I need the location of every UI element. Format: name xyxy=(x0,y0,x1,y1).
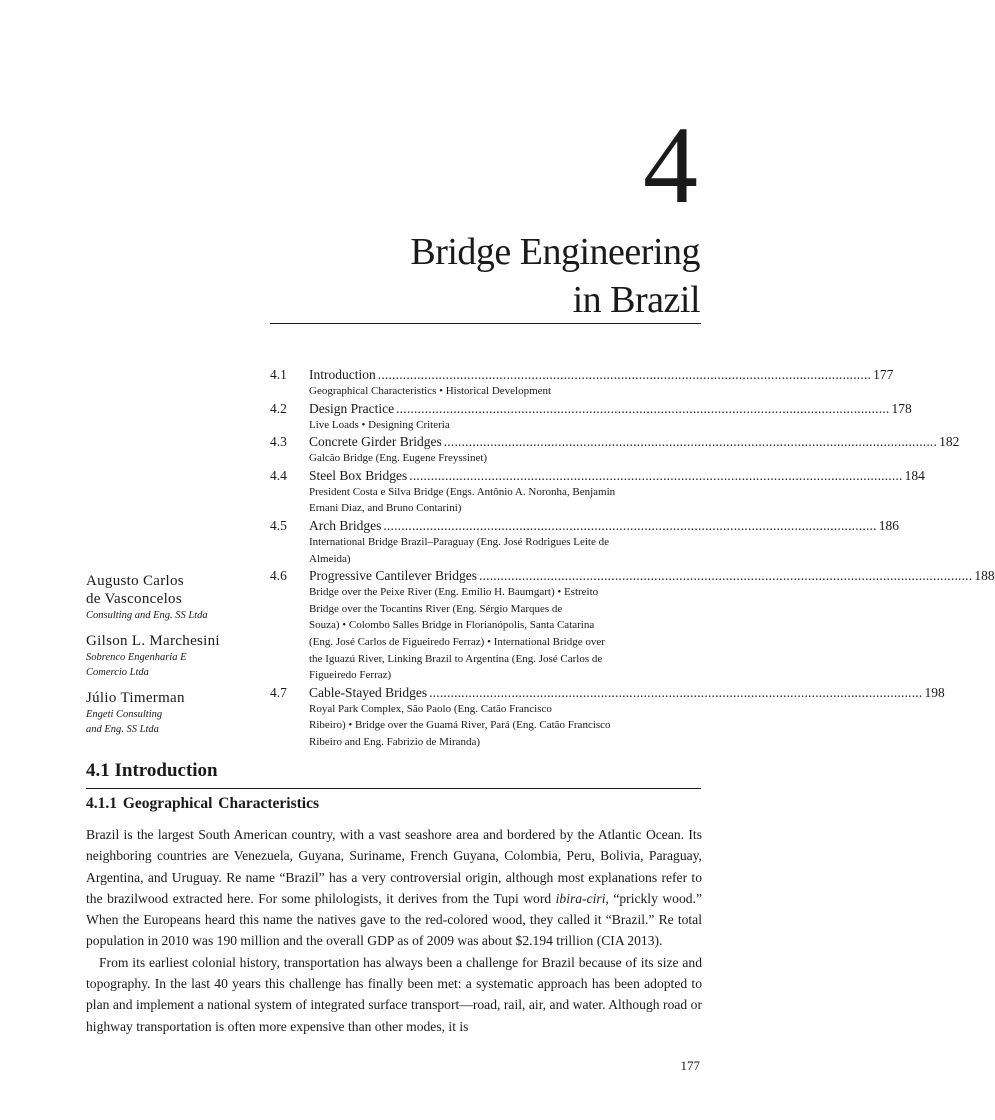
toc-page-number: 177 xyxy=(873,367,894,382)
toc-section-number: 4.6 xyxy=(270,568,287,584)
author-name: de Vasconcelos xyxy=(86,591,182,607)
page-number: 177 xyxy=(680,1058,700,1073)
author-name: Augusto Carlos xyxy=(86,573,184,589)
toc-page-number: 186 xyxy=(878,517,899,533)
author-affiliation: and Eng. SS Ltda xyxy=(86,724,159,735)
toc-dot-leader: .......................................................................................................................................... xyxy=(396,400,890,416)
toc-entry xyxy=(270,366,894,400)
toc-page-number: 178 xyxy=(891,400,912,416)
paragraph-text: , “prickly wood.” When the Europeans heard this name the natives gave to the red-colored wood, they called it “Brazil.” Re total population in 2010 was 190 million and the overall GDP as of 2009 was about $2.194 trillion (CIA 2013). xyxy=(86,890,702,949)
toc-section-title: Arch Bridges xyxy=(309,517,382,533)
italic-term: ibira-ciri xyxy=(555,890,606,906)
paragraph-text: Brazil is the largest South American country, with a vast seashore area and bordered by the Atlantic Ocean. Its neighboring countries are Venezuela, Guyana, Suriname, French Guyana, Colombia, Peru, Bolivia, Paraguay, Argentina, and Uruguay. Re name “Brazil” has a very controversial origin, although most explanations refer to the brazilwood extracted here. For some philologists, it derives from the Tupi word xyxy=(86,827,702,906)
chapter-title xyxy=(410,228,700,324)
toc-section-title: Concrete Girder Bridges xyxy=(309,434,442,450)
chapter-title-line: Bridge Engineering xyxy=(410,231,700,273)
toc-subtopics: Souza) • Colombo Salles Bridge in Florianópolis, Santa Catarina xyxy=(309,619,595,632)
toc-entry-heading xyxy=(270,517,899,534)
author-name: Júlio Timerman xyxy=(86,690,185,706)
author-affiliation: Engeti Consulting xyxy=(86,709,163,720)
toc-entry xyxy=(270,517,899,567)
toc-section-title: Introduction xyxy=(309,367,376,382)
toc-entry-heading xyxy=(270,567,995,584)
toc-subtopics: Bridge over the Tocantins River (Eng. Sérgio Marques de xyxy=(309,602,563,615)
author xyxy=(86,632,266,680)
toc-page-number: 184 xyxy=(904,467,925,483)
toc-section-title: Progressive Cantilever Bridges xyxy=(309,568,477,584)
chapter-title-line: in Brazil xyxy=(572,279,700,321)
toc-entry-heading xyxy=(270,400,912,417)
toc-entry-heading xyxy=(270,467,925,484)
toc-subtopics: Ribeiro) • Bridge over the Guamá River, Pará (Eng. Catão Francisco xyxy=(309,719,611,732)
toc-subtopics: International Bridge Brazil–Paraguay (Eng. José Rodrigues Leite de xyxy=(309,535,609,548)
toc-section-title: Steel Box Bridges xyxy=(309,467,408,483)
toc-page-number: 188 xyxy=(974,568,995,584)
toc-subtopics: the Iguazú River, Linking Brazil to Argentina (Eng. José Carlos de xyxy=(309,652,603,665)
toc-dot-leader: .......................................................................................................................................... xyxy=(478,568,973,584)
toc-section-title: Cable-Stayed Bridges xyxy=(309,684,428,700)
toc-section-number: 4.7 xyxy=(270,684,287,700)
toc-entry-heading xyxy=(270,433,960,450)
toc-dot-leader: .......................................................................................................................................... xyxy=(377,367,872,382)
section-heading: 4.1 Introduction xyxy=(86,760,218,781)
toc-section-number: 4.5 xyxy=(270,517,287,533)
body-text xyxy=(86,824,702,1037)
paragraph: From its earliest colonial history, transportation has always been a challenge for Brazil because of its size and topography. In the last 40 years this challenge has finally been met: a systematic approach has been adopted to plan and implement a national system of integrated surface transport—road, rail, air, and water. Although road or highway transportation is often more expensive than other modes, it is xyxy=(86,954,702,1034)
toc-entry xyxy=(270,467,925,517)
paragraph xyxy=(86,824,702,952)
toc-subtopics: Live Loads • Designing Criteria xyxy=(309,418,450,431)
title-divider xyxy=(270,323,701,324)
toc-entry-heading xyxy=(270,684,945,701)
toc-section-number: 4.3 xyxy=(270,434,287,450)
author xyxy=(86,572,266,623)
toc-page-number: 182 xyxy=(939,434,960,450)
subsection-heading: 4.1.1 Geographical Characteristics xyxy=(86,795,320,812)
author-name: Gilson L. Marchesini xyxy=(86,633,220,649)
toc-entry xyxy=(270,433,960,467)
author-affiliation: Sobrenco Engenharia E xyxy=(86,652,187,663)
toc-dot-leader: .......................................................................................................................................... xyxy=(409,467,903,483)
toc-subtopics: Royal Park Complex, São Paolo (Eng. Catão Francisco xyxy=(309,702,552,715)
toc-page-number: 198 xyxy=(924,684,945,700)
toc-subtopics: (Eng. José Carlos de Figueiredo Ferraz) • International Bridge over xyxy=(309,635,605,648)
toc-subtopics: Ribeiro and Eng. Fabrizio de Miranda) xyxy=(309,735,481,748)
table-of-contents xyxy=(270,366,995,751)
author xyxy=(86,689,266,737)
toc-dot-leader: .......................................................................................................................................... xyxy=(383,517,877,533)
toc-section-title: Design Practice xyxy=(309,400,395,416)
toc-subtopics: President Costa e Silva Bridge (Engs. Antônio A. Noronha, Benjamin xyxy=(309,485,616,498)
toc-subtopics: Almeida) xyxy=(309,552,351,565)
toc-subtopics: Galcão Bridge (Eng. Eugene Freyssinet) xyxy=(309,452,488,465)
toc-entry xyxy=(270,684,945,751)
toc-subtopics: Ernani Diaz, and Bruno Contarini) xyxy=(309,502,462,515)
toc-section-number: 4.4 xyxy=(270,467,287,483)
toc-dot-leader: .......................................................................................................................................... xyxy=(429,684,923,700)
toc-entry xyxy=(270,400,912,434)
toc-entry-heading xyxy=(270,366,894,383)
toc-dot-leader: .......................................................................................................................................... xyxy=(443,434,938,450)
author-list xyxy=(86,572,266,746)
author-affiliation: Consulting and Eng. SS Ltda xyxy=(86,610,208,621)
toc-subtopics: Bridge over the Peixe River (Eng. Emílio H. Baumgart) • Estreito xyxy=(309,586,599,599)
section-divider xyxy=(86,788,701,789)
toc-entry xyxy=(270,567,995,684)
toc-section-number: 4.1 xyxy=(270,367,287,382)
toc-subtopics: Figueiredo Ferraz) xyxy=(309,669,392,682)
chapter-number: 4 xyxy=(643,104,698,226)
author-affiliation: Comercio Ltda xyxy=(86,667,149,678)
toc-section-number: 4.2 xyxy=(270,400,287,416)
toc-subtopics: Geographical Characteristics • Historical Development xyxy=(309,385,552,397)
